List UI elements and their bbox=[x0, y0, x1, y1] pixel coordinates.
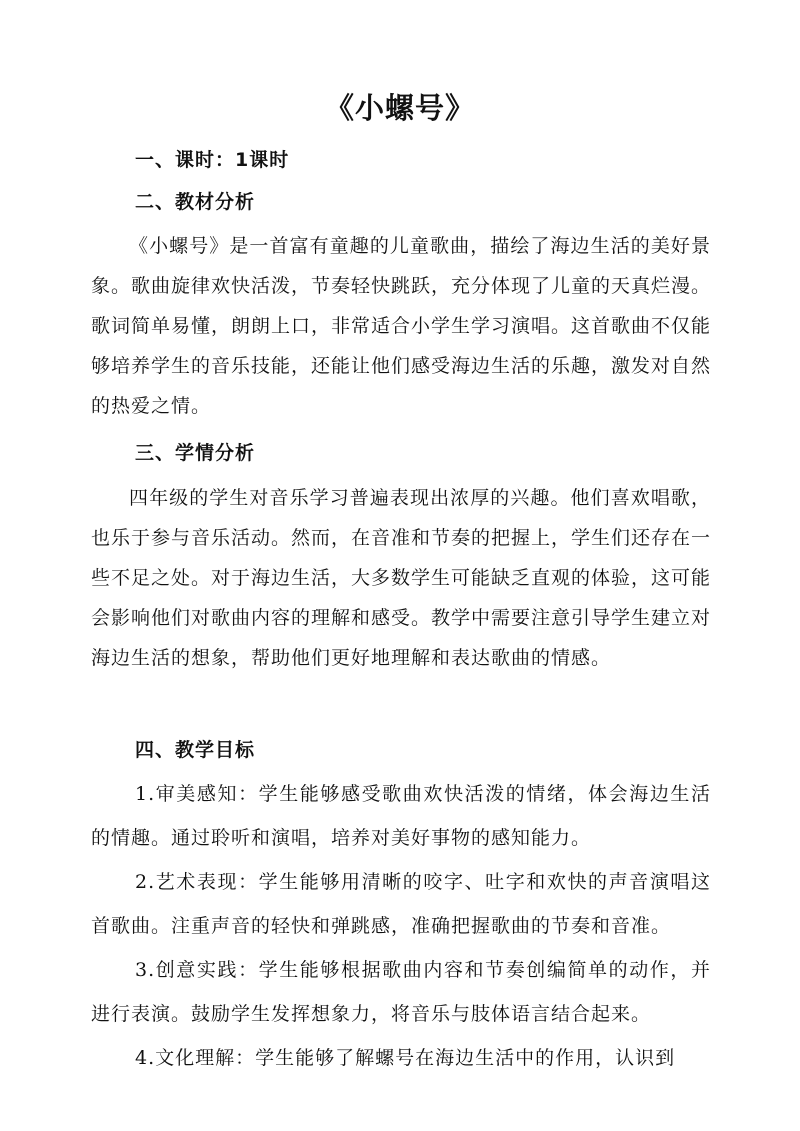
teaching-goal-1: 1.审美感知：学生能够感受歌曲欢快活泼的情绪，体会海边生活的情趣。通过聆听和演唱，培养对美好事物的感知能力。 bbox=[91, 783, 711, 849]
textbook-analysis-heading: 二、教材分析 bbox=[135, 191, 256, 213]
teaching-goal-3: 3.创意实践：学生能够根据歌曲内容和节奏创编简单的动作，并进行表演。鼓励学生发挥想象力，将音乐与肢体语言结合起来。 bbox=[91, 959, 711, 1025]
teaching-goal-2: 2.艺术表现：学生能够用清晰的咬字、吐字和欢快的声音演唱这首歌曲。注重声音的轻快和弹跳感，准确把握歌曲的节奏和音准。 bbox=[91, 871, 711, 937]
student-analysis-paragraph: 四年级的学生对音乐学习普遍表现出浓厚的兴趣。他们喜欢唱歌，也乐于参与音乐活动。然而，在音准和节奏的把握上，学生们还存在一些不足之处。对于海边生活，大多数学生可能缺乏直观的体验，这可能会影响他们对歌曲内容的理解和感受。教学中需要注意引导学生建立对海边生活的想象，帮助他们更好地理解和表达歌曲的情感。 bbox=[91, 487, 712, 669]
textbook-analysis-paragraph: 《小螺号》是一首富有童趣的儿童歌曲，描绘了海边生活的美好景象。歌曲旋律欢快活泼，节奏轻快跳跃，充分体现了儿童的天真烂漫。歌词简单易懂，朗朗上口，非常适合小学生学习演唱。这首歌曲不仅能够培养学生的音乐技能，还能让他们感受海边生活的乐趣，激发对自然的热爱之情。 bbox=[91, 235, 712, 417]
teaching-goals-heading: 四、教学目标 bbox=[135, 739, 256, 761]
student-analysis-heading: 三、学情分析 bbox=[135, 442, 256, 464]
teaching-goal-4: 4.文化理解：学生能够了解螺号在海边生活中的作用，认识到 bbox=[135, 1047, 676, 1069]
lesson-hours-heading: 一、课时：1课时 bbox=[135, 149, 290, 171]
document-title: 《小螺号》 bbox=[324, 91, 475, 125]
